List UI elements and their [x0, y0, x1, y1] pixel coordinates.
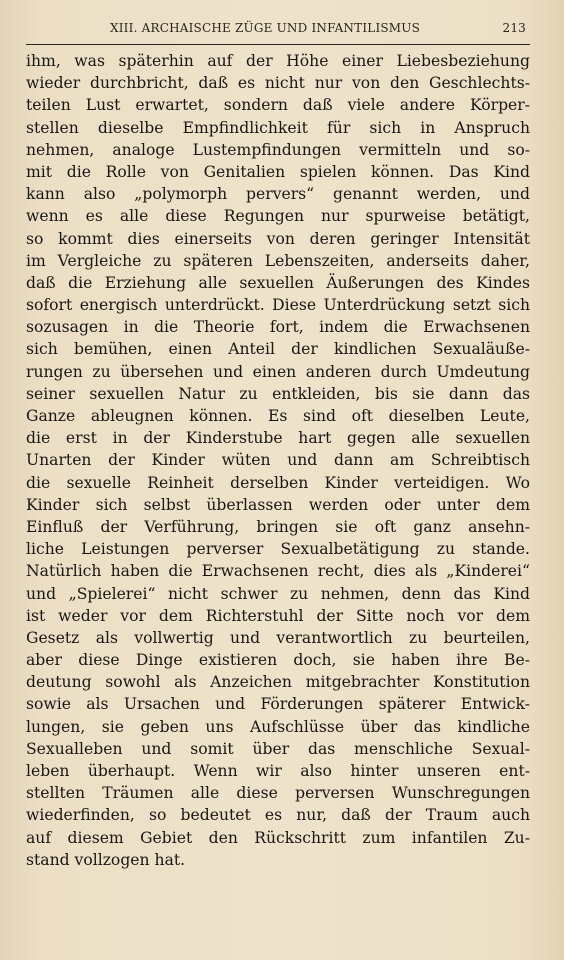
text-line: teilen Lust erwartet, sondern daß viele andere Körper- — [26, 96, 530, 115]
text-line: seiner sexuellen Natur zu entkleiden, bis sie dann das — [26, 384, 530, 403]
chapter-title: XIII. ARCHAISCHE ZÜGE UND INFANTILISMUS — [110, 21, 421, 35]
text-line: stand vollzogen hat. — [26, 850, 186, 869]
text-line: sozusagen in die Theorie fort, indem die Erwachsenen — [26, 318, 530, 337]
text-line: Natürlich haben die Erwachsenen recht, dies als „Kinderei“ — [26, 562, 530, 581]
text-line: lungen, sie geben uns Aufschlüsse über das kindliche — [26, 717, 530, 736]
text-line: sowie als Ursachen und Förderungen späterer Entwick- — [26, 695, 530, 714]
text-line: Ganze ableugnen können. Es sind oft dieselben Leute, — [26, 407, 530, 425]
text-line: Einfluß der Verführung, bringen sie oft ganz ansehn- — [26, 517, 530, 536]
text-line: sich bemühen, einen Anteil der kindlichen Sexualäuße- — [26, 340, 530, 359]
page-number: 213 — [502, 21, 526, 35]
text-line: leben überhaupt. Wenn wir also hinter unseren ent- — [26, 762, 530, 780]
header-rule — [26, 44, 530, 45]
text-line: deutung sowohl als Anzeichen mitgebrachter Konstitution — [26, 673, 530, 692]
text-line: wiederfinden, so bedeutet es nur, daß der Traum auch — [26, 806, 530, 825]
body-text — [26, 50, 530, 871]
text-line: und „Spielerei“ nicht schwer zu nehmen, denn das Kind — [26, 584, 530, 603]
text-line: so kommt dies einerseits von deren geringer Intensität — [26, 229, 530, 248]
text-line: rungen zu übersehen und einen anderen durch Umdeutung — [26, 362, 530, 381]
text-line: auf diesem Gebiet den Rückschritt zum infantilen Zu- — [26, 828, 530, 847]
text-line: Sexualleben und somit über das menschliche Sexual- — [26, 739, 530, 758]
text-line: Gesetz als vollwertig und verantwortlich zu beurteilen, — [26, 628, 530, 647]
text-line: stellten Träumen alle diese perversen Wunschregungen — [26, 784, 530, 803]
text-line: liche Leistungen perverser Sexualbetätigung zu stande. — [26, 540, 530, 559]
text-line: im Vergleiche zu späteren Lebenszeiten, anderseits daher, — [26, 251, 530, 270]
text-line: die erst in der Kinderstube hart gegen alle sexuellen — [26, 429, 530, 448]
text-line: mit die Rolle von Genitalien spielen können. Das Kind — [26, 162, 530, 181]
text-line: stellen dieselbe Empfindlichkeit für sich in Anspruch — [26, 118, 530, 137]
text-line: wieder durchbricht, daß es nicht nur von den Geschlechts- — [26, 74, 530, 93]
text-line: Unarten der Kinder wüten und dann am Schreibtisch — [26, 451, 530, 470]
text-line: nehmen, analoge Lustempfindungen vermitteln und so- — [26, 140, 530, 159]
text-line: kann also „polymorph pervers“ genannt werden, und — [26, 185, 530, 204]
text-line: aber diese Dinge existieren doch, sie haben ihre Be- — [26, 651, 530, 670]
text-line: daß die Erziehung alle sexuellen Äußerungen des Kindes — [26, 273, 530, 292]
text-line: die sexuelle Reinheit derselben Kinder verteidigen. Wo — [26, 473, 530, 492]
text-line: sofort energisch unterdrückt. Diese Unterdrückung setzt sich — [26, 296, 530, 315]
running-head — [26, 18, 530, 40]
text-line: Kinder sich selbst überlassen werden oder unter dem — [26, 495, 530, 514]
text-line: ist weder vor dem Richterstuhl der Sitte noch vor dem — [26, 606, 530, 625]
text-line: ihm, was späterhin auf der Höhe einer Liebesbeziehung — [26, 52, 530, 70]
text-line: wenn es alle diese Regungen nur spurweise betätigt, — [26, 207, 530, 226]
